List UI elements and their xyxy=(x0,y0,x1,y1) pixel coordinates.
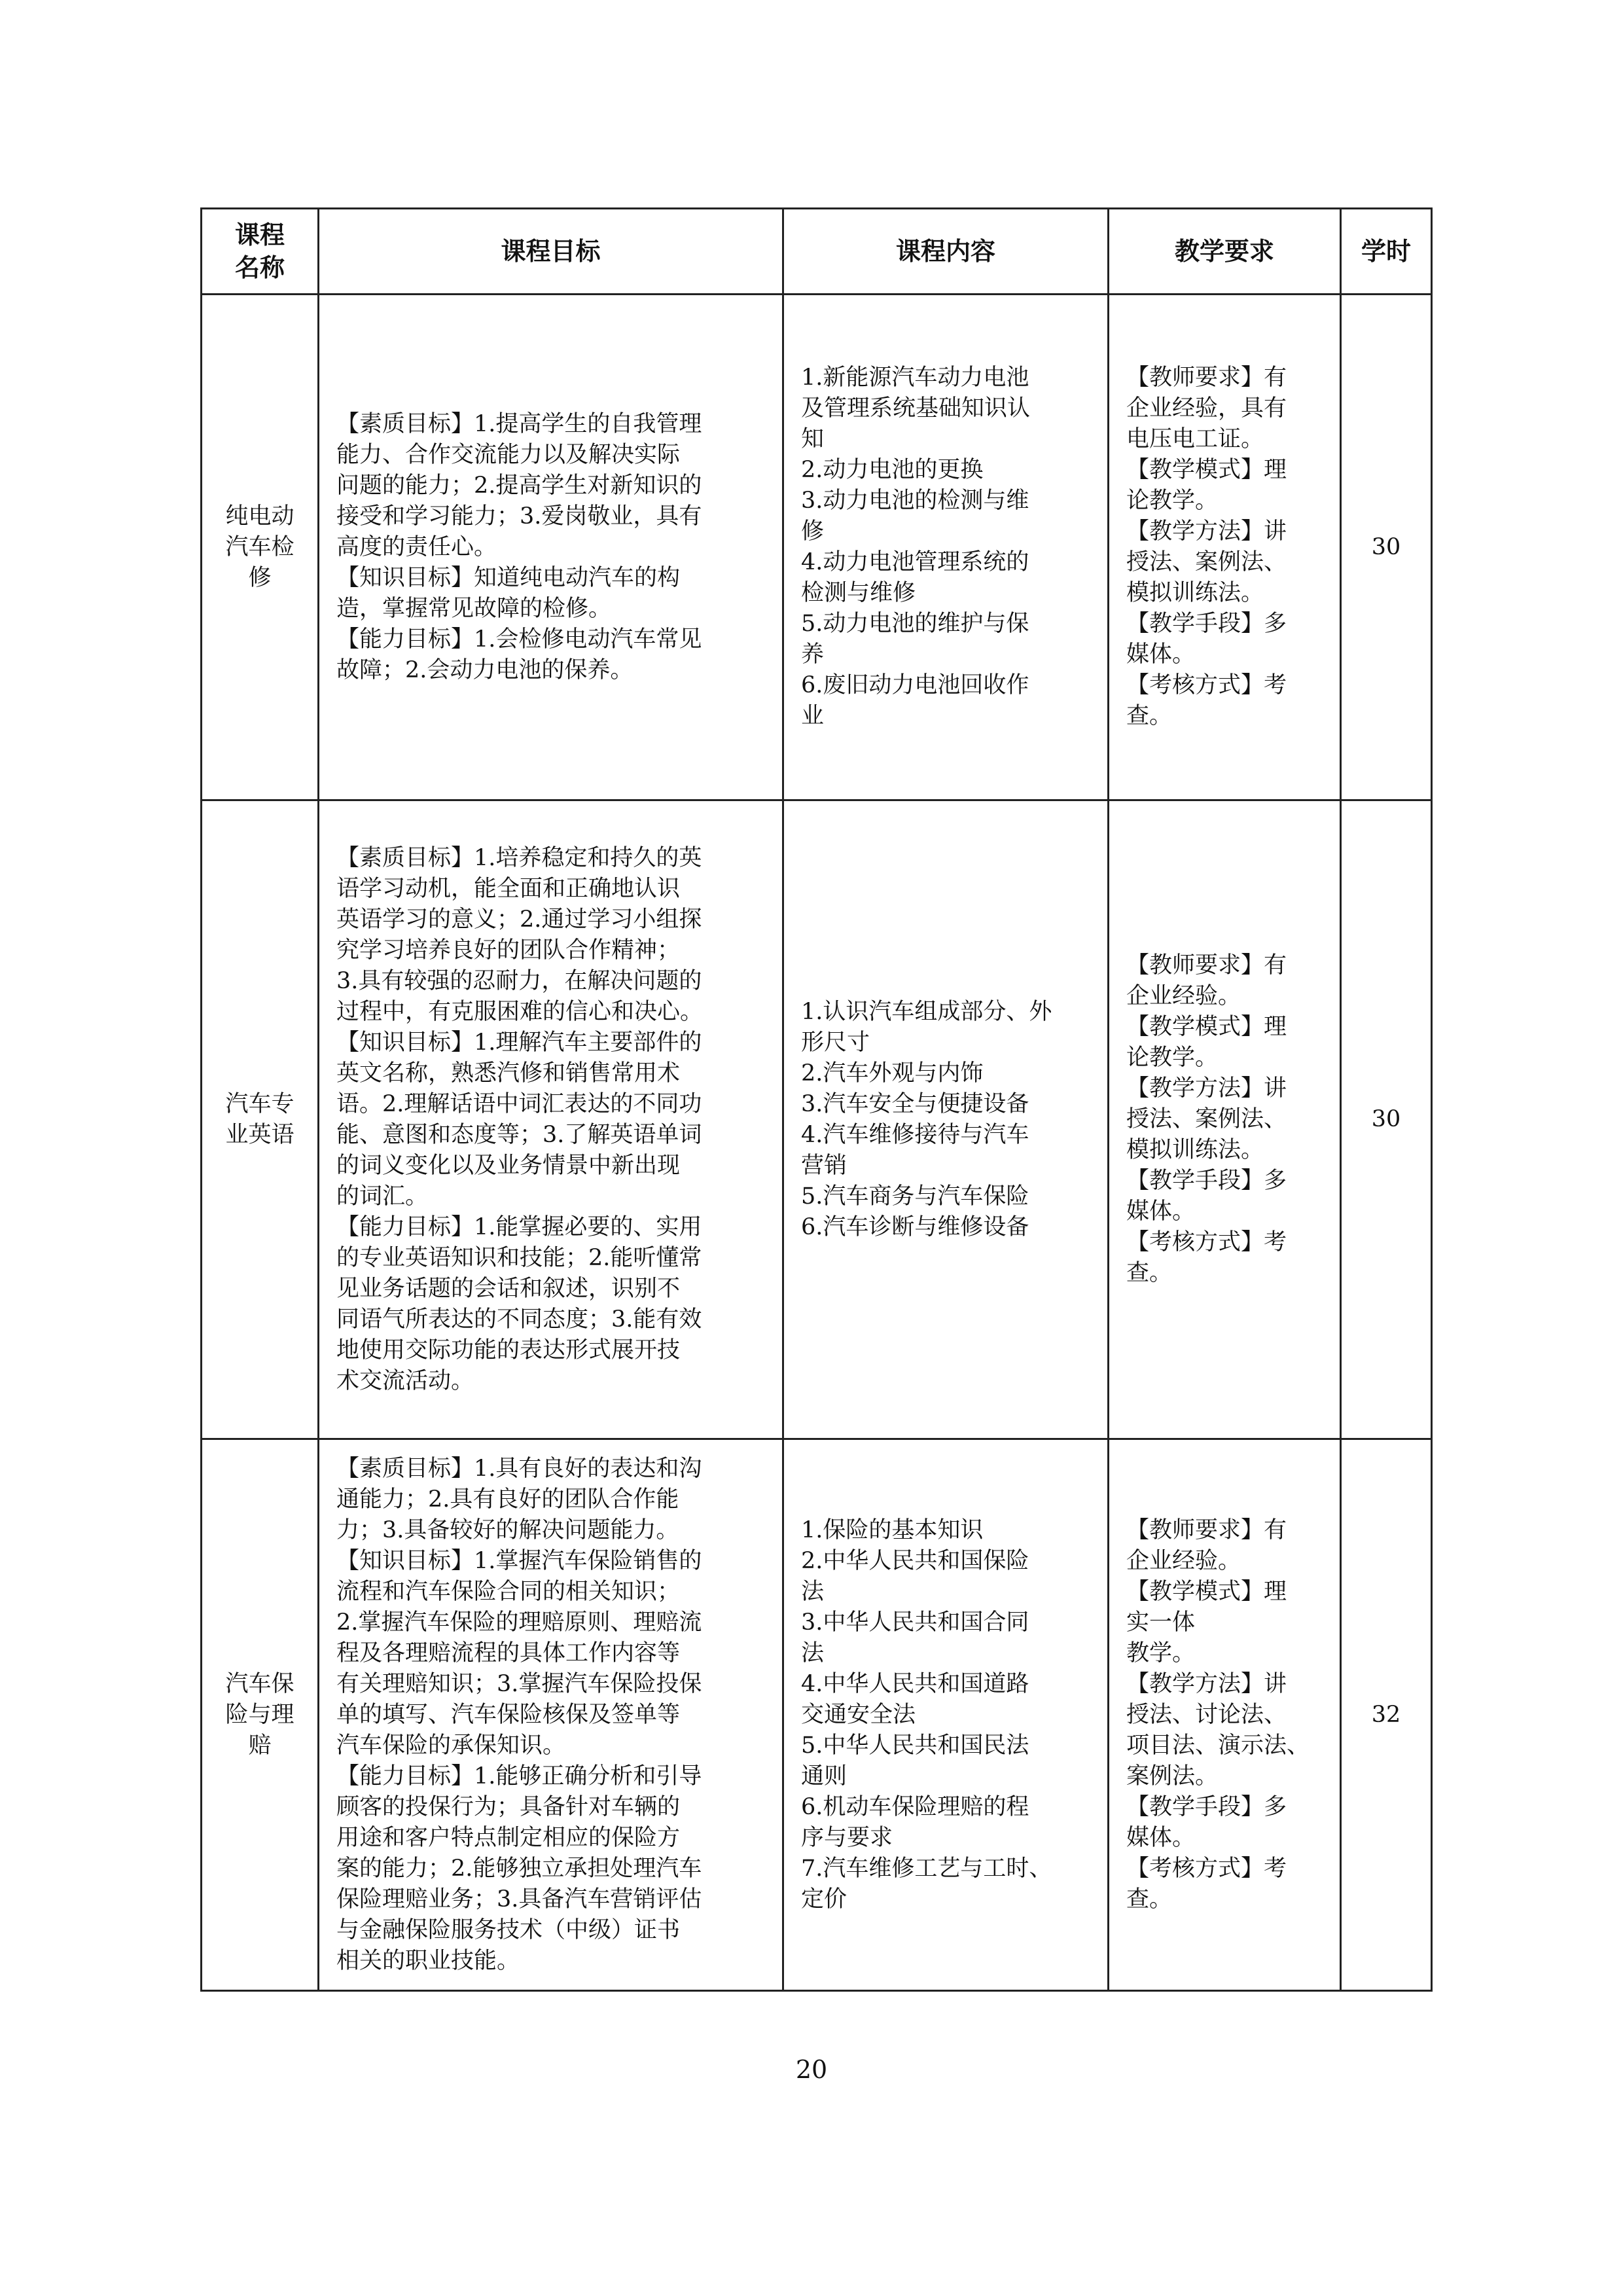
text-line: 及管理系统基础知识认 xyxy=(801,395,1031,422)
text-line: 30 xyxy=(1371,533,1401,560)
course-content-cell xyxy=(783,1439,1109,1991)
text-line: 相关的职业技能。 xyxy=(336,1947,520,1974)
text-line: 过程中，有克服困难的信心和决心。 xyxy=(336,998,704,1025)
text-line: 汽车专 xyxy=(225,1090,294,1117)
teaching-requirements-cell xyxy=(1109,1439,1341,1991)
course-name-cell xyxy=(202,295,319,800)
text-line: 4.中华人民共和国道路 xyxy=(801,1670,1029,1697)
text-line: 【教学模式】理 xyxy=(1126,457,1287,483)
text-line: 3.具有较强的忍耐力，在解决问题的 xyxy=(336,967,702,994)
text-line: 养 xyxy=(801,641,825,668)
header-course-goals xyxy=(319,209,783,295)
text-line: 【考核方式】考 xyxy=(1126,1855,1287,1882)
text-line: 【教学方法】讲 xyxy=(1126,1075,1287,1102)
text-line: 媒体。 xyxy=(1126,641,1196,668)
text-line: 5.中华人民共和国民法 xyxy=(801,1732,1029,1759)
course-goals-cell xyxy=(319,295,783,800)
text-line: 定价 xyxy=(801,1886,847,1912)
text-line: 学时 xyxy=(1361,236,1411,266)
text-line: 2.汽车外观与内饰 xyxy=(801,1060,984,1086)
text-line: 4.动力电池管理系统的 xyxy=(801,549,1029,575)
text-line: 企业经验，具有 xyxy=(1126,395,1287,422)
text-line: 1.新能源汽车动力电池 xyxy=(801,365,1029,391)
text-line: 2.中华人民共和国保险 xyxy=(801,1547,1029,1574)
text-line: 英文名称，熟悉汽修和销售常用术 xyxy=(336,1060,681,1086)
text-line: 语学习动机，能全面和正确地认识 xyxy=(336,875,681,902)
text-line: 【能力目标】1.会检修电动汽车常见 xyxy=(336,626,702,653)
text-line: 授法、案例法、 xyxy=(1126,549,1287,575)
text-line: 修 xyxy=(248,564,272,591)
text-line: 的专业英语知识和技能；2.能听懂常 xyxy=(336,1244,702,1271)
text-line: 形尺寸 xyxy=(801,1029,870,1056)
text-line: 6.汽车诊断与维修设备 xyxy=(801,1213,1029,1240)
text-line: 3.动力电池的检测与维 xyxy=(801,488,1029,514)
text-line: 的词汇。 xyxy=(336,1183,429,1210)
text-line: 知 xyxy=(801,426,825,452)
page-number: 20 xyxy=(795,2055,828,2084)
text-line: 英语学习的意义；2.通过学习小组探 xyxy=(336,906,702,933)
text-line: 【素质目标】1.具有良好的表达和沟 xyxy=(336,1455,702,1482)
text-line: 企业经验。 xyxy=(1126,1547,1241,1574)
text-line: 查。 xyxy=(1126,703,1173,729)
text-line: 1.保险的基本知识 xyxy=(801,1516,984,1543)
text-line: 保险理赔业务；3.具备汽车营销评估 xyxy=(336,1886,702,1912)
text-line: 造，掌握常见故障的检修。 xyxy=(336,595,612,622)
text-line: 业英语 xyxy=(225,1121,294,1148)
course-goals-cell xyxy=(319,1439,783,1991)
text-line: 故障；2.会动力电池的保养。 xyxy=(336,656,633,683)
table-row xyxy=(202,295,1432,800)
text-line: 【考核方式】考 xyxy=(1126,1229,1287,1255)
text-line: 汽车检 xyxy=(225,533,294,560)
text-line: 【知识目标】1.掌握汽车保险销售的 xyxy=(336,1547,702,1574)
text-line: 与金融保险服务技术（中级）证书 xyxy=(336,1916,681,1943)
text-line: 4.汽车维修接待与汽车 xyxy=(801,1121,1029,1148)
text-line: 3.汽车安全与便捷设备 xyxy=(801,1090,1029,1117)
text-line: 程及各理赔流程的具体工作内容等 xyxy=(336,1640,681,1666)
text-line: 2.动力电池的更换 xyxy=(801,457,984,483)
text-line: 案的能力；2.能够独立承担处理汽车 xyxy=(336,1855,702,1882)
text-line: 汽车保 xyxy=(225,1670,294,1697)
text-line: 交通安全法 xyxy=(801,1701,916,1728)
text-line: 课程目标 xyxy=(501,236,601,266)
text-line: 通则 xyxy=(801,1763,847,1789)
text-line: 教学。 xyxy=(1126,1640,1196,1666)
text-line: 【教学方法】讲 xyxy=(1126,1670,1287,1697)
text-line: 【知识目标】知道纯电动汽车的构 xyxy=(336,564,681,591)
text-line: 序与要求 xyxy=(801,1824,893,1851)
text-line: 用途和客户特点制定相应的保险方 xyxy=(336,1824,681,1851)
header-course-content xyxy=(783,209,1109,295)
text-line: 顾客的投保行为；具备针对车辆的 xyxy=(336,1793,681,1820)
text-line: 【教学模式】理 xyxy=(1126,1578,1287,1605)
text-line: 名称 xyxy=(234,253,285,282)
text-line: 【教师要求】有 xyxy=(1126,1516,1287,1543)
text-line: 问题的能力；2.提高学生对新知识的 xyxy=(336,472,702,499)
course-goals-cell xyxy=(319,800,783,1439)
text-line: 见业务话题的会话和叙述，识别不 xyxy=(336,1275,681,1302)
text-line: 单的填写、汽车保险核保及签单等 xyxy=(336,1701,681,1728)
text-line: 流程和汽车保险合同的相关知识； xyxy=(336,1578,681,1605)
text-line: 【考核方式】考 xyxy=(1126,672,1287,698)
teaching-requirements-cell xyxy=(1109,800,1341,1439)
text-line: 【素质目标】1.提高学生的自我管理 xyxy=(336,410,702,437)
text-line: 教学要求 xyxy=(1174,236,1274,266)
hours-cell xyxy=(1341,800,1432,1439)
text-line: 查。 xyxy=(1126,1260,1173,1286)
text-line: 【教学手段】多 xyxy=(1126,1793,1287,1820)
text-line: 查。 xyxy=(1126,1886,1173,1912)
text-line: 修 xyxy=(801,518,825,545)
text-line: 术交流活动。 xyxy=(336,1367,474,1394)
header-course-name xyxy=(202,209,319,295)
text-line: 语。2.理解话语中词汇表达的不同功 xyxy=(336,1090,702,1117)
text-line: 【知识目标】1.理解汽车主要部件的 xyxy=(336,1029,702,1056)
table-header-row xyxy=(202,209,1432,295)
text-line: 能力、合作交流能力以及解决实际 xyxy=(336,441,681,468)
course-name-cell xyxy=(202,1439,319,1991)
text-line: 3.中华人民共和国合同 xyxy=(801,1609,1029,1636)
text-line: 赔 xyxy=(248,1732,272,1759)
text-line: 【教师要求】有 xyxy=(1126,952,1287,978)
course-content-cell xyxy=(783,800,1109,1439)
text-line: 5.动力电池的维护与保 xyxy=(801,611,1029,637)
text-line: 7.汽车维修工艺与工时、 xyxy=(801,1855,1052,1882)
text-line: 课程 xyxy=(234,220,285,249)
text-line: 同语气所表达的不同态度；3.能有效 xyxy=(336,1306,702,1333)
text-line: 究学习培养良好的团队合作精神； xyxy=(336,937,681,963)
teaching-requirements-cell xyxy=(1109,295,1341,800)
text-line: 通能力；2.具有良好的团队合作能 xyxy=(336,1486,679,1513)
text-line: 能、意图和态度等；3.了解英语单词 xyxy=(336,1121,702,1148)
text-line: 【教学手段】多 xyxy=(1126,611,1287,637)
text-line: 汽车保险的承保知识。 xyxy=(336,1732,566,1759)
text-line: 电压电工证。 xyxy=(1126,426,1264,452)
text-line: 力；3.具备较好的解决问题能力。 xyxy=(336,1516,679,1543)
text-line: 地使用交际功能的表达形式展开技 xyxy=(336,1336,681,1363)
text-line: 30 xyxy=(1371,1106,1401,1132)
text-line: 法 xyxy=(801,1640,825,1666)
hours-cell xyxy=(1341,295,1432,800)
text-line: 1.认识汽车组成部分、外 xyxy=(801,998,1052,1025)
text-line: 有关理赔知识；3.掌握汽车保险投保 xyxy=(336,1670,702,1697)
text-line: 的词义变化以及业务情景中新出现 xyxy=(336,1152,681,1179)
text-line: 课程内容 xyxy=(895,236,995,266)
text-line: 高度的责任心。 xyxy=(336,533,497,560)
text-line: 5.汽车商务与汽车保险 xyxy=(801,1183,1029,1210)
text-line: 案例法。 xyxy=(1126,1763,1219,1789)
text-line: 【教学手段】多 xyxy=(1126,1168,1287,1194)
text-line: 企业经验。 xyxy=(1126,983,1241,1009)
text-line: 模拟训练法。 xyxy=(1126,1137,1264,1163)
text-line: 【教师要求】有 xyxy=(1126,365,1287,391)
text-line: 接受和学习能力；3.爱岗敬业，具有 xyxy=(336,503,702,529)
course-table xyxy=(200,207,1433,1992)
text-line: 论教学。 xyxy=(1126,488,1219,514)
text-line: 6.机动车保险理赔的程 xyxy=(801,1793,1029,1820)
text-line: 32 xyxy=(1371,1701,1401,1728)
table-row xyxy=(202,800,1432,1439)
text-line: 【教学方法】讲 xyxy=(1126,518,1287,545)
text-line: 纯电动 xyxy=(225,503,294,529)
text-line: 2.掌握汽车保险的理赔原则、理赔流 xyxy=(336,1609,702,1636)
text-line: 媒体。 xyxy=(1126,1198,1196,1225)
text-line: 论教学。 xyxy=(1126,1045,1219,1071)
text-line: 模拟训练法。 xyxy=(1126,580,1264,606)
text-line: 项目法、演示法、 xyxy=(1126,1732,1310,1759)
text-line: 险与理 xyxy=(225,1701,294,1728)
text-line: 【素质目标】1.培养稳定和持久的英 xyxy=(336,844,702,871)
course-content-cell xyxy=(783,295,1109,800)
text-line: 营销 xyxy=(801,1152,847,1179)
hours-cell xyxy=(1341,1439,1432,1991)
text-line: 【能力目标】1.能够正确分析和引导 xyxy=(336,1763,702,1789)
text-line: 媒体。 xyxy=(1126,1824,1196,1851)
text-line: 业 xyxy=(801,703,825,729)
header-hours xyxy=(1341,209,1432,295)
text-line: 授法、案例法、 xyxy=(1126,1106,1287,1132)
text-line: 实一体 xyxy=(1126,1609,1196,1636)
text-line: 检测与维修 xyxy=(801,580,916,606)
text-line: 【教学模式】理 xyxy=(1126,1014,1287,1040)
table-row xyxy=(202,1439,1432,1991)
text-line: 【能力目标】1.能掌握必要的、实用 xyxy=(336,1213,702,1240)
text-line: 6.废旧动力电池回收作 xyxy=(801,672,1029,698)
text-line: 法 xyxy=(801,1578,825,1605)
header-teaching-requirements xyxy=(1109,209,1341,295)
text-line: 授法、讨论法、 xyxy=(1126,1701,1287,1728)
course-name-cell xyxy=(202,800,319,1439)
